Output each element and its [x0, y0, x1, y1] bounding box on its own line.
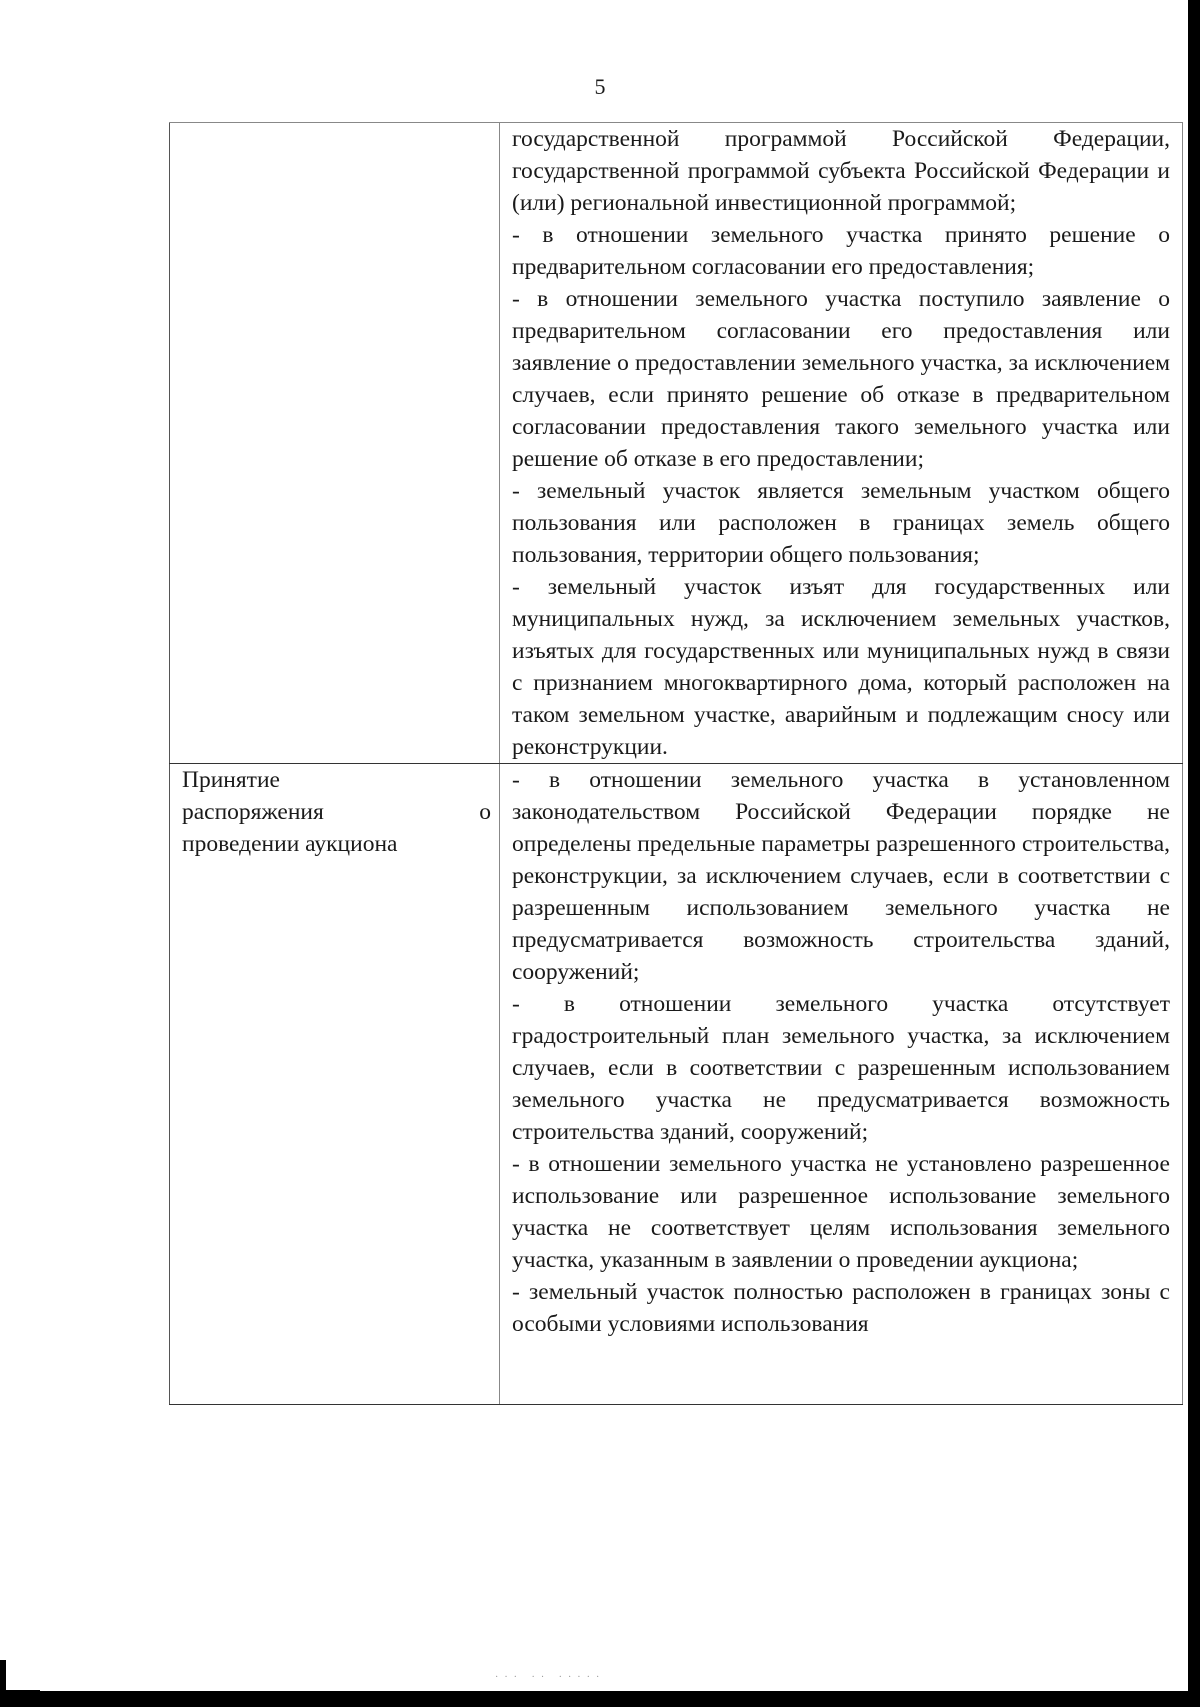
procedure-name-word: распоряжения: [182, 799, 324, 825]
page-number: 5: [594, 74, 606, 99]
paragraph: - земельный участок полностью расположен в границах зоны с особыми условиями использования: [512, 1279, 1170, 1337]
table-cell-left: [170, 764, 500, 1405]
scan-edge-bottom: [0, 1691, 1200, 1707]
paragraph: - в отношении земельного участка в установленном законодательством Российской Федерации порядке не определены предельные параметры разрешенного строительства, реконструкции, за исключением случаев, если в соответствии с разрешенным использованием земельного участка не предусматривается возможность строительства зданий, сооружений;: [512, 767, 1170, 985]
paragraph: - земельный участок изъят для государственных или муниципальных нужд, за исключением земельных участков, изъятых для государственных или муниципальных нужд в связи с признанием многоквартирного дома, который расположен на таком земельном участке, аварийным и подлежащим сносу или реконструкции.: [512, 574, 1170, 760]
paragraph: государственной программой Российской Федерации, государственной программой субъекта Российской Федерации и (или) региональной инвестиционной программой;: [512, 126, 1170, 216]
procedure-name-line: [182, 796, 491, 828]
table-cell-right: [500, 764, 1183, 1405]
paragraph: - земельный участок является земельным участком общего пользования или расположен в границах земель общего пользования, территории общего пользования;: [512, 478, 1170, 568]
table-row: [170, 123, 1183, 764]
table-cell-right: [500, 123, 1183, 764]
grounds-table: [169, 122, 1183, 1405]
scan-edge-right: [1188, 0, 1200, 1707]
table-row: [170, 764, 1183, 1405]
table-cell-left: [170, 123, 500, 764]
scan-noise: ··· ·· ·····: [495, 1672, 606, 1683]
paragraph: - в отношении земельного участка принято решение о предварительном согласовании его предоставления;: [512, 222, 1170, 280]
procedure-name-line: Принятие: [182, 767, 280, 793]
paragraph: - в отношении земельного участка не установлено разрешенное использование или разрешенное использование земельного участка не соответствует целям использования земельного участка, указанным в заявлении о проведении аукциона;: [512, 1151, 1170, 1273]
paragraph: - в отношении земельного участка поступило заявление о предварительном согласовании его предоставления или заявление о предоставлении земельного участка, за исключением случаев, если принято решение об отказе в предварительном согласовании предоставления такого земельного участка или решение об отказе в его предоставлении;: [512, 286, 1170, 472]
scan-mark: [0, 1690, 40, 1696]
procedure-name-line: проведении аукциона: [182, 831, 398, 857]
paragraph: - в отношении земельного участка отсутствует градостроительный план земельного участка, за исключением случаев, если в соответствии с разрешенным использованием земельного участка не предусматривается возможность строительства зданий, сооружений;: [512, 991, 1170, 1145]
procedure-name-word: о: [479, 799, 491, 825]
